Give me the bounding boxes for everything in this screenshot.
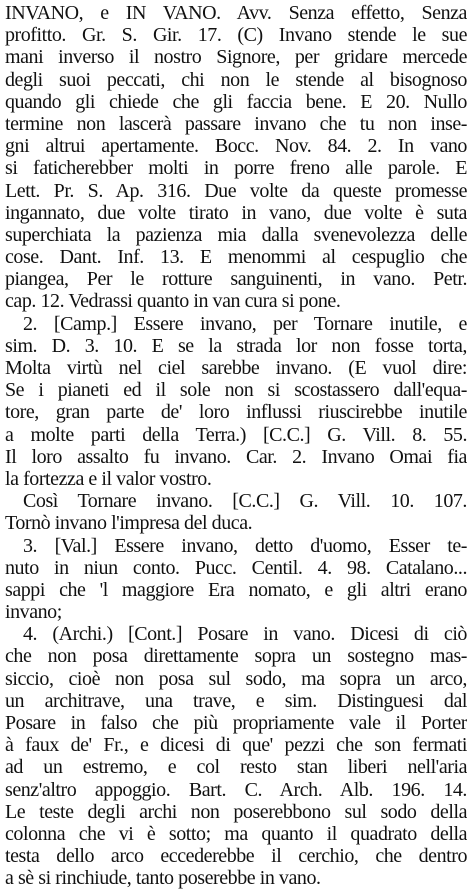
text-line-18: Se i pianeti ed il sole non si scostassero dall'equa- <box>5 379 467 402</box>
text-line-13: piangea, Per le rotture sanguinenti, in vano. Petr. <box>5 268 467 291</box>
text-line-33: Posare in falso che più propriamente vale il Porter <box>5 712 467 734</box>
text-line-20: a molte parti della Terra.) [C.C.] G. Vill. 8. 55. <box>5 423 467 446</box>
text-line-19: tore, gran parte de' loro influssi riuscirebbe inutile <box>5 401 467 424</box>
text-line-30: che non posa direttamente sopra un sostegno mas- <box>5 645 467 668</box>
text-line-34: à faux de' Fr., e dicesi di que' pezzi che son fermati <box>5 734 467 757</box>
text-line-28: invano; <box>5 601 62 624</box>
text-line-11: superchiata la pazienza mia dalla svenevolezza delle <box>5 223 467 246</box>
text-line-4: degli suoi peccati, chi non le stende al bisognoso <box>5 68 467 91</box>
text-line-8: si faticherebber molti in porre freno alle parole. E <box>5 157 467 180</box>
subsection-cosi-line: Così Tornare invano. [C.C.] G. Vill. 10. 107. <box>23 490 467 513</box>
text-line-5: quando gli chiede che gli faccia bene. E 20. Nullo <box>5 90 467 113</box>
text-line-40: a sè si rinchiude, tanto poserebbe in vano. <box>5 867 321 890</box>
text-line-3: mani inverso il nostro Signore, per gridare mercede <box>5 46 467 69</box>
text-line-37: Le teste degli archi non poserebbono sul sodo della <box>5 800 467 823</box>
text-line-27: sappi che 'l maggiore Era nomato, e gli altri erano <box>5 578 467 601</box>
text-line-6: termine non lascerà passare invano che tu non inse- <box>5 112 467 135</box>
text-line-17: Molta virtù nel ciel sarebbe invano. (E vuol dire: <box>5 357 467 379</box>
text-line-21: Il loro assalto fu invano. Car. 2. Invano Omai fia <box>5 445 467 468</box>
text-line-12: cose. Dant. Inf. 13. E menommi al cespuglio che <box>5 246 467 269</box>
text-line-1: INVANO, e IN VANO. Avv. Senza effetto, Senza <box>5 2 467 24</box>
text-line-31: siccio, cioè non posa sul sodo, ma sopra un arco, <box>5 667 467 690</box>
text-line-32: un architrave, una trave, e sim. Distinguesi dal <box>5 689 467 712</box>
text-line-26: nuto in niun conto. Pucc. Centil. 4. 98. Catalano... <box>5 556 467 579</box>
dictionary-entry-invano <box>5 2 467 890</box>
text-line-38: colonna che vi è sotto; ma quanto il quadrato della <box>5 822 467 845</box>
text-line-36: senz'altro appoggio. Bart. C. Arch. Alb. 196. 14. <box>5 778 467 801</box>
text-line-2: profitto. Gr. S. Gir. 17. (C) Invano stende le sue <box>5 24 467 47</box>
text-line-16: sim. D. 3. 10. E se la strada lor non fosse torta, <box>5 334 467 357</box>
text-line-24: Tornò invano l'impresa del duca. <box>5 512 253 535</box>
section-4-heading-line: 4. (Archi.) [Cont.] Posare in vano. Dicesi di ciò <box>23 623 467 646</box>
text-line-35: ad un estremo, e col resto stan liberi nell'aria <box>5 756 467 779</box>
text-line-39: testa dello arco eccederebbe il cerchio, che dentro <box>5 845 467 868</box>
text-line-14: cap. 12. Vedrassi quanto in van cura si pone. <box>5 290 341 313</box>
section-2-heading-line: 2. [Camp.] Essere invano, per Tornare inutile, e <box>23 312 467 335</box>
text-line-10: ingannato, due volte tirato in vano, due volte è suta <box>5 201 467 224</box>
text-line-9: Lett. Pr. S. Ap. 316. Due volte da queste promesse <box>5 179 467 202</box>
section-3-heading-line: 3. [Val.] Essere invano, detto d'uomo, Esser te- <box>23 534 467 557</box>
text-line-7: gni altrui apertamente. Bocc. Nov. 84. 2. In vano <box>5 135 467 158</box>
text-line-22: la fortezza e il valor vostro. <box>5 467 212 490</box>
